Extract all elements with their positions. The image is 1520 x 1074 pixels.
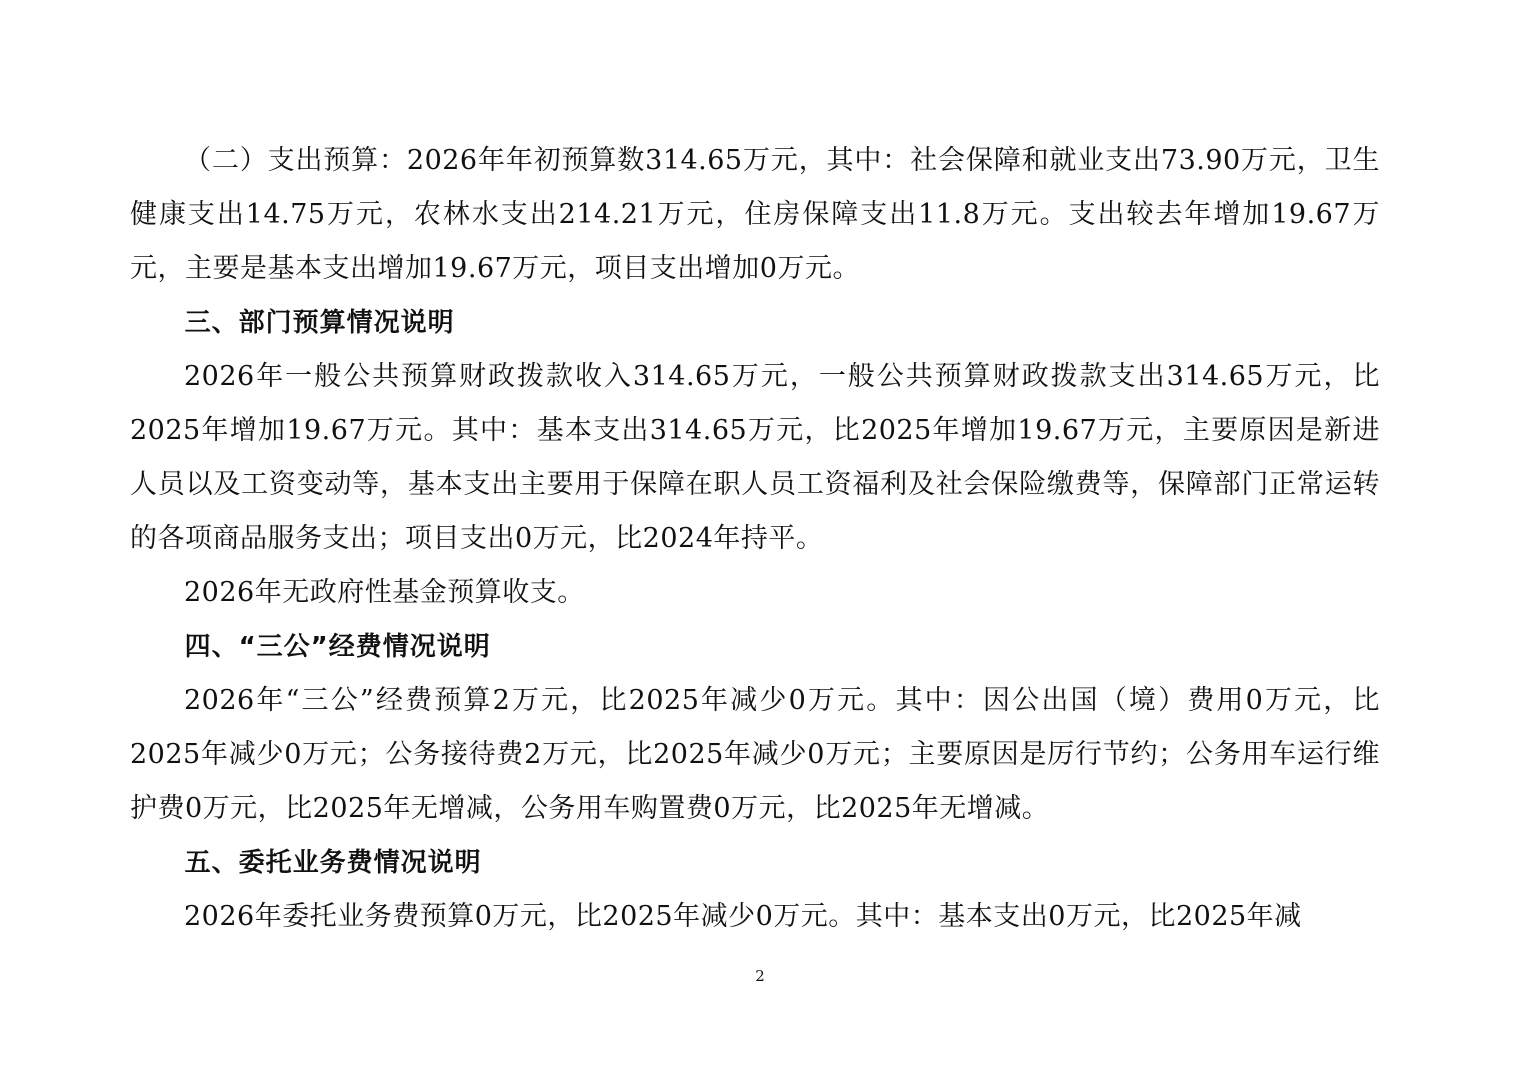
heading-department-budget: 三、部门预算情况说明: [184, 308, 455, 338]
document-body: [130, 134, 1380, 944]
heading-three-public-funds: 四、“三公”经费情况说明: [184, 632, 491, 662]
page-number: 2: [755, 967, 765, 985]
paragraph-general-budget: 2026年一般公共预算财政拨款收入314.65万元，一般公共预算财政拨款支出314.65万元，比2025年增加19.67万元。其中：基本支出314.65万元，比2025年增加19.67万元，主要原因是新进人员以及工资变动等，基本支出主要用于保障在职人员工资福利及社会保险缴费等，保障部门正常运转的各项商品服务支出；项目支出0万元，比2024年持平。: [130, 361, 1380, 554]
paragraph-entrusted-business: 2026年委托业务费预算0万元，比2025年减少0万元。其中：基本支出0万元，比2025年减: [184, 901, 1302, 932]
paragraph-government-fund: 2026年无政府性基金预算收支。: [184, 577, 585, 608]
paragraph-expenditure-budget: （二）支出预算：2026年年初预算数314.65万元，其中：社会保障和就业支出73.90万元，卫生健康支出14.75万元，农林水支出214.21万元，住房保障支出11.8万元。支出较去年增加19.67万元，主要是基本支出增加19.67万元，项目支出增加0万元。: [130, 145, 1380, 284]
heading-entrusted-business: 五、委托业务费情况说明: [184, 848, 482, 878]
paragraph-three-public-funds: 2026年“三公”经费预算2万元，比2025年减少0万元。其中：因公出国（境）费用0万元，比2025年减少0万元；公务接待费2万元，比2025年减少0万元；主要原因是厉行节约；公务用车运行维护费0万元，比2025年无增减，公务用车购置费0万元，比2025年无增减。: [130, 685, 1380, 824]
